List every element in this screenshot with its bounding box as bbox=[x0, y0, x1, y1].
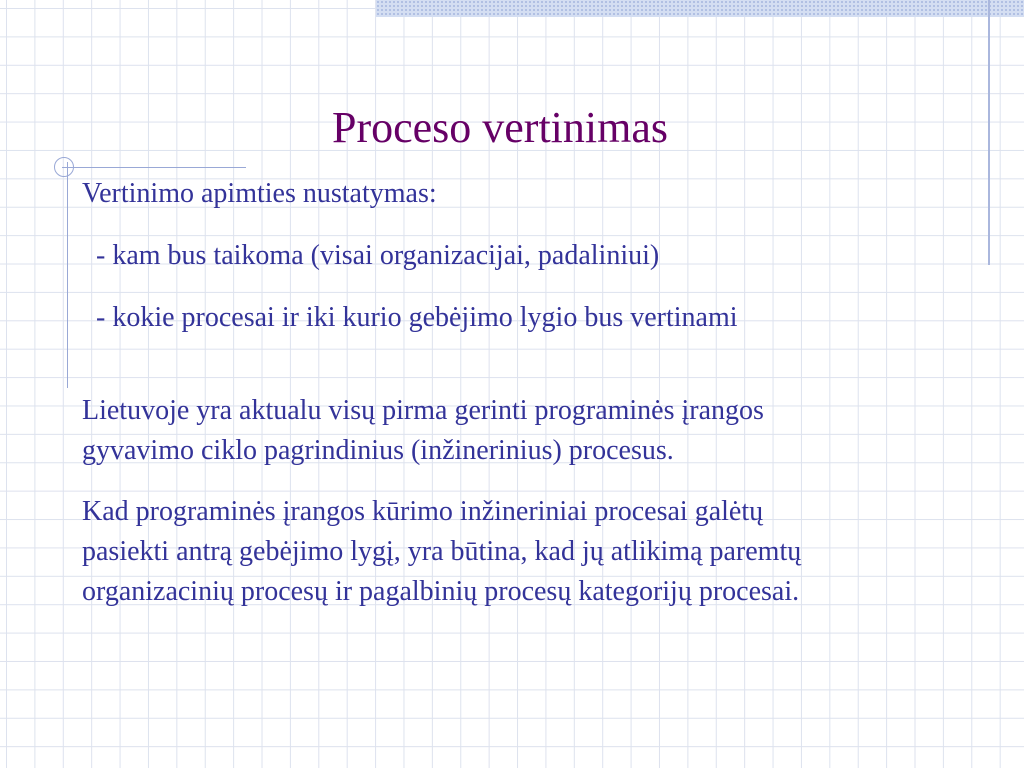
paragraph-1 bbox=[82, 391, 982, 471]
scope-item-2: - kokie procesai ir iki kurio gebėjimo lygio bus vertinami bbox=[96, 302, 738, 333]
top-decorative-band bbox=[376, 0, 1024, 17]
paragraph-1-line-1: Lietuvoje yra aktualu visų pirma gerinti programinės įrangos bbox=[82, 395, 764, 426]
scope-item-1: - kam bus taikoma (visai organizacijai, padaliniui) bbox=[96, 240, 660, 271]
decorative-circle-icon bbox=[54, 157, 74, 177]
paragraph-2-line-3: organizacinių procesų ir pagalbinių procesų kategorijų procesai. bbox=[82, 576, 800, 607]
scope-heading: Vertinimo apimties nustatymas: bbox=[82, 178, 437, 209]
paragraph-2-line-1: Kad programinės įrangos kūrimo inžineriniai procesai galėtų bbox=[82, 496, 764, 527]
paragraph-1-line-2: gyvavimo ciklo pagrindinius (inžinerinius) procesus. bbox=[82, 435, 674, 466]
paragraph-2 bbox=[82, 492, 982, 612]
decorative-horizontal-line bbox=[62, 167, 246, 168]
paragraph-2-line-2: pasiekti antrą gebėjimo lygį, yra būtina, kad jų atlikimą paremtų bbox=[82, 536, 802, 567]
decorative-vertical-line bbox=[67, 162, 68, 388]
slide-title: Proceso vertinimas bbox=[331, 103, 669, 152]
